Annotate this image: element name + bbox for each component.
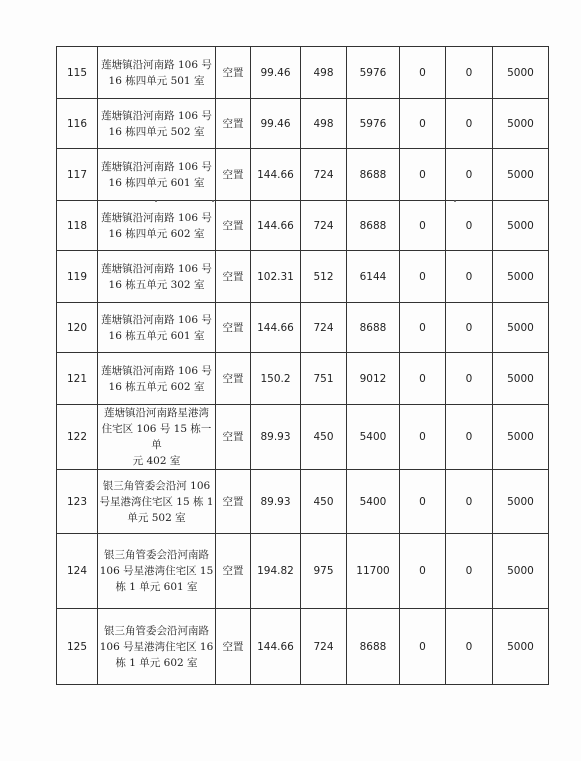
row-number: 119 [57, 251, 98, 303]
col5-cell: 450 [301, 405, 347, 470]
col9-cell: 5000 [493, 609, 549, 685]
col7-cell: 0 [400, 201, 446, 251]
address-line: 莲塘镇沿河南路 106 号 [101, 313, 212, 326]
address-line: 栋 1 单元 601 室 [115, 581, 198, 593]
area-cell: 144.66 [251, 609, 301, 685]
table-row [57, 251, 549, 303]
scan-speck [454, 200, 456, 202]
table-row [57, 149, 549, 201]
address-line: 住宅区 106 号 15 栋一单 [101, 423, 212, 451]
status-cell: 空置 [216, 99, 251, 149]
col8-cell: 0 [446, 251, 493, 303]
address-cell [98, 201, 216, 251]
address-line: 银三角管委会沿河南路 [104, 549, 209, 561]
row-number: 125 [57, 609, 98, 685]
table-row [57, 201, 549, 251]
housing-table [56, 46, 549, 685]
table-row [57, 353, 549, 405]
address-line: 16 栋五单元 602 室 [108, 380, 205, 393]
col6-cell: 8688 [347, 201, 400, 251]
address-line: 16 栋四单元 601 室 [108, 176, 205, 189]
address-line: 莲塘镇沿河南路 106 号 [101, 58, 212, 71]
table-body [57, 47, 549, 685]
status-cell: 空置 [216, 353, 251, 405]
col6-cell: 8688 [347, 149, 400, 201]
address-cell [98, 303, 216, 353]
col5-cell: 724 [301, 609, 347, 685]
status-cell: 空置 [216, 201, 251, 251]
col7-cell: 0 [400, 99, 446, 149]
address-cell [98, 534, 216, 609]
col8-cell: 0 [446, 353, 493, 405]
row-number: 124 [57, 534, 98, 609]
col6-cell: 8688 [347, 303, 400, 353]
col5-cell: 450 [301, 470, 347, 534]
address-line: 莲塘镇沿河南路 106 号 [101, 109, 212, 122]
table-row [57, 609, 549, 685]
col7-cell: 0 [400, 251, 446, 303]
status-cell: 空置 [216, 405, 251, 470]
row-number: 122 [57, 405, 98, 470]
status-cell: 空置 [216, 534, 251, 609]
col6-cell: 5400 [347, 405, 400, 470]
address-cell [98, 353, 216, 405]
table-row [57, 99, 549, 149]
col9-cell: 5000 [493, 405, 549, 470]
table-row [57, 303, 549, 353]
address-line: 号星港湾住宅区 15 栋 1 [99, 495, 214, 508]
col5-cell: 724 [301, 303, 347, 353]
status-cell: 空置 [216, 149, 251, 201]
col6-cell: 9012 [347, 353, 400, 405]
row-number: 118 [57, 201, 98, 251]
col8-cell: 0 [446, 201, 493, 251]
col5-cell: 975 [301, 534, 347, 609]
area-cell: 89.93 [251, 470, 301, 534]
col6-cell: 5976 [347, 99, 400, 149]
col9-cell: 5000 [493, 251, 549, 303]
area-cell: 144.66 [251, 149, 301, 201]
address-line: 16 栋四单元 502 室 [108, 125, 205, 138]
address-line: 单元 502 室 [127, 511, 186, 524]
address-cell [98, 99, 216, 149]
area-cell: 150.2 [251, 353, 301, 405]
col8-cell: 0 [446, 405, 493, 470]
address-line: 106 号星港湾住宅区 16 [99, 640, 214, 653]
status-cell: 空置 [216, 303, 251, 353]
address-line: 元 402 室 [132, 455, 181, 467]
col8-cell: 0 [446, 470, 493, 534]
address-line: 16 栋五单元 302 室 [108, 278, 205, 291]
address-line: 莲塘镇沿河南路 106 号 [101, 211, 212, 224]
area-cell: 194.82 [251, 534, 301, 609]
address-line: 莲塘镇沿河南路星港湾 [104, 407, 209, 419]
col7-cell: 0 [400, 149, 446, 201]
col5-cell: 751 [301, 353, 347, 405]
address-line: 栋 1 单元 602 室 [115, 656, 198, 669]
address-line: 16 栋四单元 602 室 [108, 227, 205, 240]
row-number: 115 [57, 47, 98, 99]
col9-cell: 5000 [493, 47, 549, 99]
col7-cell: 0 [400, 405, 446, 470]
address-cell [98, 251, 216, 303]
scan-speck [155, 200, 157, 202]
address-line: 106 号星港湾住宅区 15 [99, 565, 214, 577]
col8-cell: 0 [446, 303, 493, 353]
col9-cell: 5000 [493, 99, 549, 149]
address-line: 16 栋四单元 501 室 [108, 74, 205, 87]
col5-cell: 498 [301, 99, 347, 149]
address-line: 16 栋五单元 601 室 [108, 329, 205, 342]
col7-cell: 0 [400, 353, 446, 405]
address-cell [98, 47, 216, 99]
col9-cell: 5000 [493, 303, 549, 353]
col6-cell: 6144 [347, 251, 400, 303]
status-cell: 空置 [216, 251, 251, 303]
col5-cell: 498 [301, 47, 347, 99]
col9-cell: 5000 [493, 201, 549, 251]
address-cell [98, 149, 216, 201]
address-line: 银三角管委会沿河 106 [102, 479, 211, 492]
status-cell: 空置 [216, 47, 251, 99]
row-number: 116 [57, 99, 98, 149]
col9-cell: 5000 [493, 353, 549, 405]
col5-cell: 512 [301, 251, 347, 303]
col5-cell: 724 [301, 149, 347, 201]
address-line: 莲塘镇沿河南路 106 号 [101, 160, 212, 173]
area-cell: 102.31 [251, 251, 301, 303]
col7-cell: 0 [400, 303, 446, 353]
col5-cell: 724 [301, 201, 347, 251]
status-cell: 空置 [216, 470, 251, 534]
address-line: 莲塘镇沿河南路 106 号 [101, 364, 212, 377]
col6-cell: 8688 [347, 609, 400, 685]
status-cell: 空置 [216, 609, 251, 685]
col7-cell: 0 [400, 47, 446, 99]
col6-cell: 11700 [347, 534, 400, 609]
table-row [57, 47, 549, 99]
col7-cell: 0 [400, 609, 446, 685]
row-number: 117 [57, 149, 98, 201]
address-line: 莲塘镇沿河南路 106 号 [101, 262, 212, 275]
table-row [57, 405, 549, 470]
area-cell: 99.46 [251, 47, 301, 99]
col8-cell: 0 [446, 99, 493, 149]
area-cell: 89.93 [251, 405, 301, 470]
col8-cell: 0 [446, 47, 493, 99]
address-cell [98, 405, 216, 470]
address-cell [98, 609, 216, 685]
scan-speck [212, 200, 214, 202]
col8-cell: 0 [446, 149, 493, 201]
address-line: 银三角管委会沿河南路 [104, 624, 209, 637]
col9-cell: 5000 [493, 534, 549, 609]
col9-cell: 5000 [493, 149, 549, 201]
col8-cell: 0 [446, 534, 493, 609]
col6-cell: 5976 [347, 47, 400, 99]
table-row [57, 470, 549, 534]
col7-cell: 0 [400, 470, 446, 534]
col8-cell: 0 [446, 609, 493, 685]
area-cell: 144.66 [251, 303, 301, 353]
col9-cell: 5000 [493, 470, 549, 534]
row-number: 120 [57, 303, 98, 353]
table-row [57, 534, 549, 609]
row-number: 123 [57, 470, 98, 534]
row-number: 121 [57, 353, 98, 405]
area-cell: 144.66 [251, 201, 301, 251]
address-cell [98, 470, 216, 534]
area-cell: 99.46 [251, 99, 301, 149]
col7-cell: 0 [400, 534, 446, 609]
col6-cell: 5400 [347, 470, 400, 534]
